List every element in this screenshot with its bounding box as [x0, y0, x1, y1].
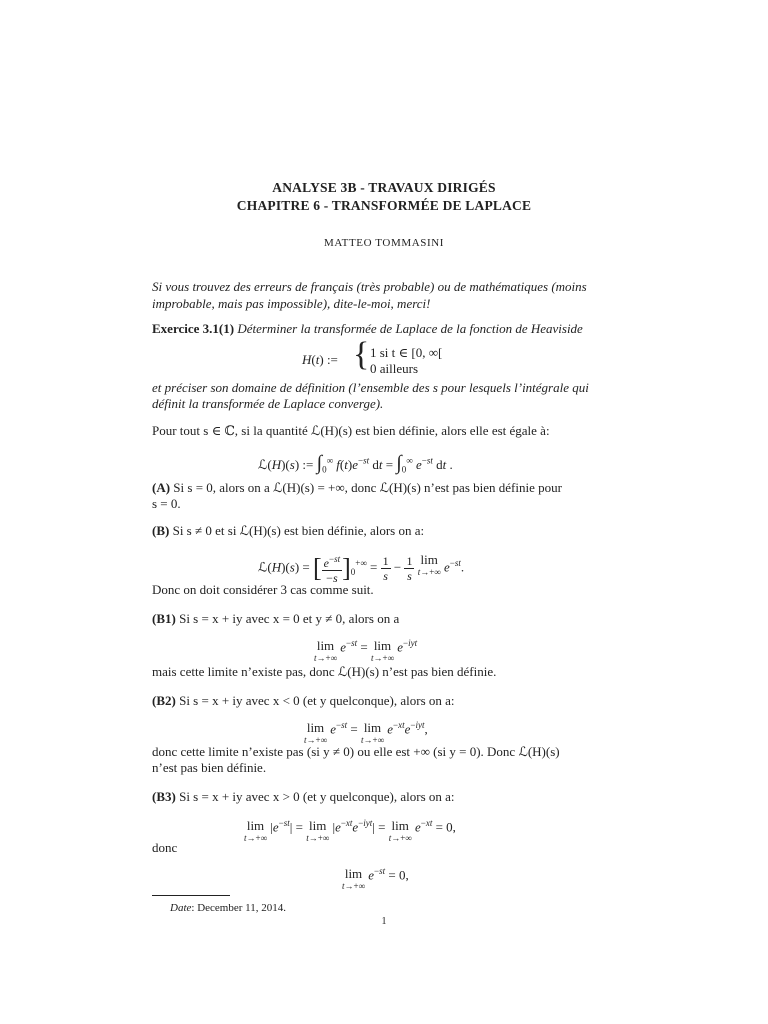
laplace-integral-equation: ℒ(H)(s) := $\int_0^\infty$ $f(t)e^{-st}$ dt = $\int_0^\infty$ $e^{-st}$ dt .	[258, 452, 453, 475]
case-b2-after-1: donc cette limite n’existe pas (si y ≠ 0) ou elle est +∞ (si y = 0). Donc ℒ(H)(s)	[152, 744, 560, 759]
exercise-label: Exercice 3.1(1)	[152, 321, 235, 336]
title-line-1: ANALYSE 3B - TRAVAUX DIRIGÉS	[272, 180, 496, 195]
case-b-label: (B)	[152, 523, 170, 538]
case-b3-donc: donc	[152, 840, 178, 855]
case-b1-line-1	[152, 611, 399, 627]
case-b-line-1	[152, 523, 424, 539]
case-b3-label: (B3)	[152, 789, 176, 804]
page-number: 1	[381, 916, 387, 927]
exercise-line-3: et préciser son domaine de définition (l’ensemble des s pour lesquels l’intégrale qui	[152, 380, 589, 395]
heaviside-lhs: H(t) :=	[302, 352, 338, 367]
case-a-line-2: s = 0.	[152, 496, 181, 511]
case-b1-equation: lim t→+∞ $e^{-st} = \lim$ t→+∞ $e^{-iyt}$	[314, 638, 418, 663]
left-brace: {	[353, 336, 370, 373]
case-b2-equation: lim t→+∞ $e^{-st} = \lim$ t→+∞ $e^{-xt}e^{-iyt}$,	[304, 720, 428, 745]
intro-line-2: improbable, mais pas impossible), dite-le-moi, merci!	[152, 296, 431, 311]
author: MATTEO TOMMASINI	[323, 237, 445, 249]
case-a-text: Si s = 0, alors on a ℒ(H)(s) = +∞, donc ℒ(H)(s) n’est pas bien définie pour	[173, 480, 562, 495]
case-b1-label: (B1)	[152, 611, 176, 626]
footnote-text: : December 11, 2014.	[191, 902, 286, 914]
case-b3-equation: lim t→+∞ $|e^{-st}| = \lim$ t→+∞ $|e^{-xt}e^{-iyt}| = \lim$ t→+∞ $e^{-xt} = 0$,	[244, 818, 456, 843]
footnote	[170, 900, 286, 916]
case-b3-limit: lim t→+∞ $e^{-st} = 0$,	[342, 866, 409, 891]
exercise-heading	[152, 321, 583, 337]
case-b3-text: Si s = x + iy avec x > 0 (et y quelconque), alors on a:	[179, 789, 455, 804]
case-b3-line-1	[152, 789, 455, 805]
heaviside-case-1: 1 si t ∈ [0, ∞[	[370, 345, 443, 360]
case-b2-text: Si s = x + iy avec x < 0 (et y quelconque), alors on a:	[179, 693, 455, 708]
case-b-text: Si s ≠ 0 et si ℒ(H)(s) est bien définie, alors on a:	[172, 523, 425, 538]
case-b-after: Donc on doit considérer 3 cas comme suit.	[152, 582, 374, 597]
exercise-text: Déterminer la transformée de Laplace de la fonction de Heaviside	[237, 321, 583, 336]
heaviside-case-2: 0 ailleurs	[370, 361, 419, 376]
case-b-equation: ℒ(H)(s) = [ $\frac{e^{-st}}{-s}$ ]$_0^{+\infty}$ = $\frac{1}{s}$ − $\frac{1}{s}$ lim t→+∞ $e^{-st}$.	[258, 552, 465, 585]
case-a-label: (A)	[152, 480, 171, 495]
case-b1-text: Si s = x + iy avec x = 0 et y ≠ 0, alors on a	[179, 611, 400, 626]
exercise-line-4: définit la transformée de Laplace converge).	[152, 396, 384, 411]
intro-line-1: Si vous trouvez des erreurs de français (très probable) ou de mathématiques (moins	[152, 279, 587, 294]
case-a-line-1	[152, 480, 562, 496]
case-b2-line-1	[152, 693, 455, 709]
case-b2-label: (B2)	[152, 693, 176, 708]
case-b2-after-2: n’est pas bien définie.	[152, 760, 267, 775]
title-line-2: CHAPITRE 6 - TRANSFORMÉE DE LAPLACE	[236, 198, 532, 213]
para-intro: Pour tout s ∈ ℂ, si la quantité ℒ(H)(s) est bien définie, alors elle est égale à:	[152, 423, 550, 438]
footnote-label: Date	[170, 902, 192, 914]
footnote-rule	[152, 895, 230, 896]
case-b1-after: mais cette limite n’existe pas, donc ℒ(H)(s) n’est pas bien définie.	[152, 664, 497, 679]
